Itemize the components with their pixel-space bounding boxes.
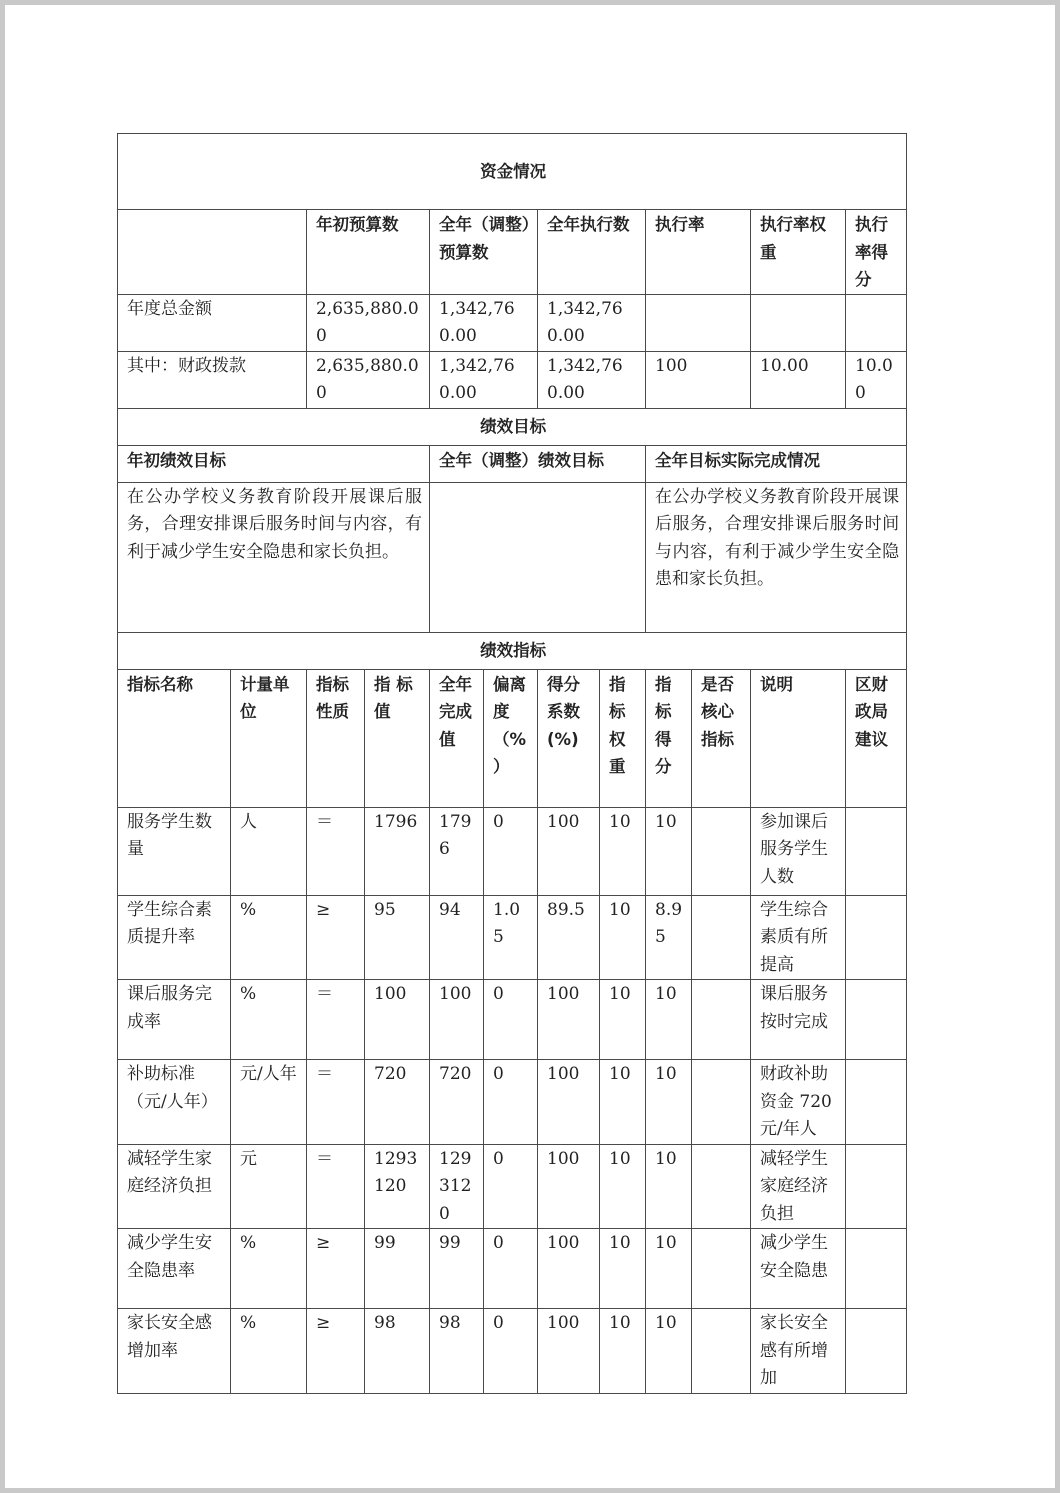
indicator-row	[118, 807, 907, 895]
indicator-advice-cell	[846, 1144, 907, 1229]
funds-row-rate: 100	[646, 351, 751, 408]
indicator-coef-cell: 100	[538, 1144, 600, 1229]
ind-header-core: 是否核心指标	[692, 669, 751, 807]
funds-row-label: 其中：财政拨款	[118, 351, 307, 408]
indicator-unit-cell: %	[231, 980, 307, 1060]
indicator-unit-cell: %	[231, 895, 307, 980]
ind-header-unit: 计量单位	[231, 669, 307, 807]
indicator-nature-cell: ＝	[307, 807, 365, 895]
indicator-note-cell: 课后服务按时完成	[751, 980, 846, 1060]
funds-header-adjusted: 全年（调整）预算数	[430, 210, 538, 295]
indicator-unit-cell: %	[231, 1309, 307, 1394]
funds-row-score: 10.00	[846, 351, 907, 408]
funds-row-weight: 10.00	[751, 351, 846, 408]
indicator-advice-cell	[846, 807, 907, 895]
indicator-deviation-cell: 1.05	[484, 895, 538, 980]
indicator-actual-cell: 100	[430, 980, 484, 1060]
ind-header-actual: 全年完成值	[430, 669, 484, 807]
funds-title-row	[118, 134, 907, 210]
indicator-score-cell: 8.95	[646, 895, 692, 980]
goals-adjusted-text	[430, 482, 646, 632]
indicators-title-row	[118, 632, 907, 669]
funds-row-weight	[751, 294, 846, 351]
indicator-actual-cell: 98	[430, 1309, 484, 1394]
funds-header-blank	[118, 210, 307, 295]
indicators-title: 绩效指标	[118, 632, 907, 669]
funds-row-score	[846, 294, 907, 351]
indicator-row	[118, 1144, 907, 1229]
goals-title: 绩效目标	[118, 408, 907, 445]
indicator-coef-cell: 100	[538, 807, 600, 895]
indicator-core-cell	[692, 1309, 751, 1394]
indicator-note-cell: 财政补助资金 720元/年人	[751, 1060, 846, 1145]
indicator-target-cell: 95	[365, 895, 430, 980]
indicator-core-cell	[692, 807, 751, 895]
goals-actual-text: 在公办学校义务教育阶段开展课后服务，合理安排课后服务时间与内容，有利于减少学生安全隐患和家长负担。	[646, 482, 907, 632]
indicator-score-cell: 10	[646, 1229, 692, 1309]
funds-row	[118, 294, 907, 351]
funds-row-initial: 2,635,880.00	[307, 294, 430, 351]
indicator-score-cell: 10	[646, 980, 692, 1060]
ind-header-score: 指标得分	[646, 669, 692, 807]
indicator-nature-cell: ＝	[307, 1144, 365, 1229]
indicator-nature-cell: ≥	[307, 1309, 365, 1394]
indicator-advice-cell	[846, 1309, 907, 1394]
funds-row-executed: 1,342,760.00	[538, 294, 646, 351]
indicator-row	[118, 1309, 907, 1394]
goals-header-adjusted: 全年（调整）绩效目标	[430, 445, 646, 482]
indicator-unit-cell: 人	[231, 807, 307, 895]
indicator-target-cell: 720	[365, 1060, 430, 1145]
indicator-note-cell: 减少学生安全隐患	[751, 1229, 846, 1309]
goals-title-row	[118, 408, 907, 445]
indicator-weight-cell: 10	[600, 1309, 646, 1394]
indicator-name-cell: 减少学生安全隐患率	[118, 1229, 231, 1309]
indicator-coef-cell: 100	[538, 980, 600, 1060]
indicator-unit-cell: %	[231, 1229, 307, 1309]
goals-content-row	[118, 482, 907, 632]
ind-header-coef: 得分系数(%)	[538, 669, 600, 807]
ind-header-advice: 区财政局建议	[846, 669, 907, 807]
goals-initial-text: 在公办学校义务教育阶段开展课后服务，合理安排课后服务时间与内容，有利于减少学生安全隐患和家长负担。	[118, 482, 430, 632]
goals-header-row	[118, 445, 907, 482]
goals-header-actual: 全年目标实际完成情况	[646, 445, 907, 482]
indicator-actual-cell: 1796	[430, 807, 484, 895]
indicator-row	[118, 1060, 907, 1145]
indicator-weight-cell: 10	[600, 1229, 646, 1309]
indicator-row	[118, 1229, 907, 1309]
indicator-core-cell	[692, 895, 751, 980]
funds-title: 资金情况	[118, 134, 907, 210]
document-page	[5, 5, 1055, 1488]
funds-row-rate	[646, 294, 751, 351]
indicator-note-cell: 减轻学生家庭经济负担	[751, 1144, 846, 1229]
indicator-weight-cell: 10	[600, 1144, 646, 1229]
goals-header-initial: 年初绩效目标	[118, 445, 430, 482]
indicator-coef-cell: 89.5	[538, 895, 600, 980]
indicator-name-cell: 家长安全感增加率	[118, 1309, 231, 1394]
indicator-core-cell	[692, 1229, 751, 1309]
indicator-unit-cell: 元/人年	[231, 1060, 307, 1145]
indicator-score-cell: 10	[646, 807, 692, 895]
indicator-coef-cell: 100	[538, 1229, 600, 1309]
indicator-advice-cell	[846, 980, 907, 1060]
indicator-score-cell: 10	[646, 1144, 692, 1229]
indicators-header-row	[118, 669, 907, 807]
indicator-target-cell: 100	[365, 980, 430, 1060]
indicator-weight-cell: 10	[600, 807, 646, 895]
funds-row	[118, 351, 907, 408]
indicator-weight-cell: 10	[600, 895, 646, 980]
indicator-row	[118, 980, 907, 1060]
indicator-target-cell: 1293120	[365, 1144, 430, 1229]
indicator-core-cell	[692, 1144, 751, 1229]
indicator-note-cell: 家长安全感有所增加	[751, 1309, 846, 1394]
ind-header-deviation: 偏离度（%）	[484, 669, 538, 807]
indicator-core-cell	[692, 1060, 751, 1145]
indicator-nature-cell: ≥	[307, 1229, 365, 1309]
indicator-name-cell: 减轻学生家庭经济负担	[118, 1144, 231, 1229]
funds-header-row	[118, 210, 907, 295]
indicator-nature-cell: ＝	[307, 1060, 365, 1145]
indicator-target-cell: 1796	[365, 807, 430, 895]
indicator-coef-cell: 100	[538, 1309, 600, 1394]
indicator-row	[118, 895, 907, 980]
indicator-target-cell: 99	[365, 1229, 430, 1309]
indicator-deviation-cell: 0	[484, 1060, 538, 1145]
indicator-weight-cell: 10	[600, 1060, 646, 1145]
indicator-score-cell: 10	[646, 1060, 692, 1145]
indicator-advice-cell	[846, 1060, 907, 1145]
funds-row-executed: 1,342,760.00	[538, 351, 646, 408]
indicator-score-cell: 10	[646, 1309, 692, 1394]
indicator-deviation-cell: 0	[484, 1309, 538, 1394]
indicator-coef-cell: 100	[538, 1060, 600, 1145]
funds-header-score: 执行率得分	[846, 210, 907, 295]
indicator-weight-cell: 10	[600, 980, 646, 1060]
indicator-unit-cell: 元	[231, 1144, 307, 1229]
indicator-name-cell: 补助标准（元/人年）	[118, 1060, 231, 1145]
ind-header-nature: 指标性质	[307, 669, 365, 807]
funds-row-label: 年度总金额	[118, 294, 307, 351]
indicator-actual-cell: 94	[430, 895, 484, 980]
indicator-actual-cell: 720	[430, 1060, 484, 1145]
indicators-body	[118, 807, 907, 1393]
funds-header-initial: 年初预算数	[307, 210, 430, 295]
indicator-target-cell: 98	[365, 1309, 430, 1394]
indicator-name-cell: 学生综合素质提升率	[118, 895, 231, 980]
funds-row-adjusted: 1,342,760.00	[430, 351, 538, 408]
indicator-deviation-cell: 0	[484, 807, 538, 895]
indicator-deviation-cell: 0	[484, 980, 538, 1060]
indicator-actual-cell: 1293120	[430, 1144, 484, 1229]
indicator-deviation-cell: 0	[484, 1229, 538, 1309]
performance-table	[117, 133, 907, 1394]
funds-header-executed: 全年执行数	[538, 210, 646, 295]
ind-header-target: 指 标值	[365, 669, 430, 807]
indicator-name-cell: 课后服务完成率	[118, 980, 231, 1060]
indicator-name-cell: 服务学生数量	[118, 807, 231, 895]
indicator-advice-cell	[846, 895, 907, 980]
funds-row-initial: 2,635,880.00	[307, 351, 430, 408]
indicator-deviation-cell: 0	[484, 1144, 538, 1229]
indicator-note-cell: 参加课后服务学生人数	[751, 807, 846, 895]
ind-header-weight: 指标权重	[600, 669, 646, 807]
indicator-advice-cell	[846, 1229, 907, 1309]
funds-row-adjusted: 1,342,760.00	[430, 294, 538, 351]
funds-header-rate: 执行率	[646, 210, 751, 295]
indicator-core-cell	[692, 980, 751, 1060]
indicator-nature-cell: ≥	[307, 895, 365, 980]
ind-header-note: 说明	[751, 669, 846, 807]
ind-header-name: 指标名称	[118, 669, 231, 807]
indicator-actual-cell: 99	[430, 1229, 484, 1309]
indicator-nature-cell: ＝	[307, 980, 365, 1060]
indicator-note-cell: 学生综合素质有所提高	[751, 895, 846, 980]
funds-header-weight: 执行率权重	[751, 210, 846, 295]
